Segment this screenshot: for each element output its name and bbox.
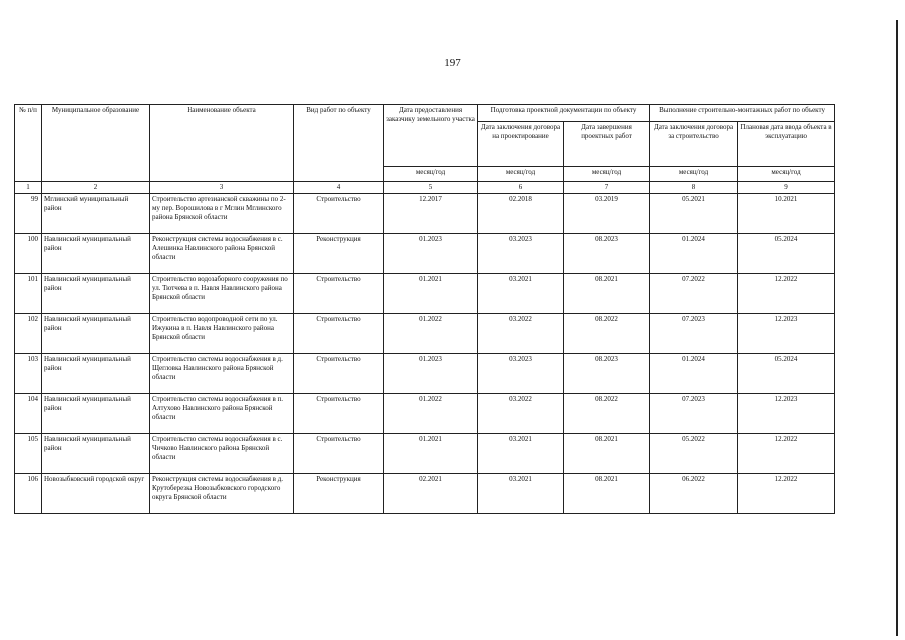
build-contract-cell: 01.2024 xyxy=(650,234,738,274)
municipality-cell: Навлинский муниципальный район xyxy=(42,434,150,474)
row-number: 101 xyxy=(15,274,42,314)
design-contract-cell: 03.2022 xyxy=(478,394,564,434)
design-contract-cell: 03.2023 xyxy=(478,354,564,394)
commission-cell: 05.2024 xyxy=(738,234,835,274)
header-row xyxy=(15,105,835,122)
commission-cell: 12.2023 xyxy=(738,314,835,354)
column-number-row xyxy=(15,182,835,194)
table-row xyxy=(15,314,835,354)
row-number: 102 xyxy=(15,314,42,354)
header-number: № п/п xyxy=(15,105,42,182)
commission-cell: 10.2021 xyxy=(738,194,835,234)
land-date-cell: 01.2022 xyxy=(384,314,478,354)
object-cell: Строительство системы водоснабжения в д. Щегловка Навлинского района Брянской области xyxy=(150,354,294,394)
column-number: 3 xyxy=(150,182,294,194)
header-build-contract: Дата заключения договора за строительство xyxy=(650,122,738,167)
page-number: 197 xyxy=(444,57,461,69)
municipality-cell: Навлинский муниципальный район xyxy=(42,314,150,354)
build-contract-cell: 01.2024 xyxy=(650,354,738,394)
column-number: 7 xyxy=(564,182,650,194)
design-contract-cell: 03.2021 xyxy=(478,274,564,314)
object-cell: Реконструкция системы водоснабжения в д. Крутоберезка Новозыбковского городского округа Брянской области xyxy=(150,474,294,514)
land-date-cell: 02.2021 xyxy=(384,474,478,514)
municipality-cell: Навлинский муниципальный район xyxy=(42,394,150,434)
column-number: 9 xyxy=(738,182,835,194)
municipality-cell: Навлинский муниципальный район xyxy=(42,354,150,394)
design-end-cell: 08.2022 xyxy=(564,314,650,354)
commission-cell: 12.2022 xyxy=(738,474,835,514)
header-object: Наименование объекта xyxy=(150,105,294,182)
land-date-cell: 01.2023 xyxy=(384,354,478,394)
commission-cell: 12.2022 xyxy=(738,434,835,474)
design-end-cell: 08.2021 xyxy=(564,434,650,474)
land-date-cell: 01.2022 xyxy=(384,394,478,434)
table-row xyxy=(15,474,835,514)
work-type-cell: Строительство xyxy=(294,434,384,474)
objects-table xyxy=(14,104,835,514)
row-number: 103 xyxy=(15,354,42,394)
design-contract-cell: 03.2021 xyxy=(478,474,564,514)
work-type-cell: Строительство xyxy=(294,354,384,394)
header-construction-group: Выполнение строительно-монтажных работ по объекту xyxy=(650,105,835,122)
table-row xyxy=(15,354,835,394)
unit-cell: месяц/год xyxy=(478,167,564,182)
design-contract-cell: 03.2023 xyxy=(478,234,564,274)
column-number: 5 xyxy=(384,182,478,194)
work-type-cell: Строительство xyxy=(294,314,384,354)
design-end-cell: 03.2019 xyxy=(564,194,650,234)
build-contract-cell: 05.2021 xyxy=(650,194,738,234)
header-design-end: Дата завершения проектных работ xyxy=(564,122,650,167)
row-number: 99 xyxy=(15,194,42,234)
object-cell: Строительство системы водоснабжения в с. Чичково Навлинского района Брянской области xyxy=(150,434,294,474)
column-number: 1 xyxy=(15,182,42,194)
row-number: 106 xyxy=(15,474,42,514)
design-end-cell: 08.2022 xyxy=(564,394,650,434)
unit-cell: месяц/год xyxy=(738,167,835,182)
municipality-cell: Навлинский муниципальный район xyxy=(42,274,150,314)
build-contract-cell: 06.2022 xyxy=(650,474,738,514)
commission-cell: 12.2022 xyxy=(738,274,835,314)
table-row xyxy=(15,434,835,474)
table-row xyxy=(15,274,835,314)
column-number: 6 xyxy=(478,182,564,194)
design-contract-cell: 02.2018 xyxy=(478,194,564,234)
build-contract-cell: 07.2023 xyxy=(650,314,738,354)
design-end-cell: 08.2021 xyxy=(564,474,650,514)
row-number: 104 xyxy=(15,394,42,434)
header-land-date: Дата предоставления заказчику земельного участка xyxy=(384,105,478,167)
object-cell: Строительство водопроводной сети по ул. Ижукина в п. Навля Навлинского района Брянской области xyxy=(150,314,294,354)
work-type-cell: Реконструкция xyxy=(294,234,384,274)
unit-cell: месяц/год xyxy=(650,167,738,182)
land-date-cell: 01.2023 xyxy=(384,234,478,274)
header-municipality: Муниципальное образование xyxy=(42,105,150,182)
build-contract-cell: 07.2023 xyxy=(650,394,738,434)
design-contract-cell: 03.2022 xyxy=(478,314,564,354)
municipality-cell: Новозыбковский городской округ xyxy=(42,474,150,514)
row-number: 100 xyxy=(15,234,42,274)
design-end-cell: 08.2023 xyxy=(564,354,650,394)
object-cell: Строительство артезианской скважины по 2-му пер. Ворошилова в г Мглин Мглинского района Брянской области xyxy=(150,194,294,234)
unit-cell: месяц/год xyxy=(564,167,650,182)
unit-cell: месяц/год xyxy=(384,167,478,182)
work-type-cell: Реконструкция xyxy=(294,474,384,514)
land-date-cell: 01.2021 xyxy=(384,274,478,314)
header-design-group: Подготовка проектной документации по объекту xyxy=(478,105,650,122)
header-commission: Плановая дата ввода объекта в эксплуатацию xyxy=(738,122,835,167)
table-row xyxy=(15,394,835,434)
header-work-type: Вид работ по объекту xyxy=(294,105,384,182)
commission-cell: 05.2024 xyxy=(738,354,835,394)
table-row xyxy=(15,234,835,274)
column-number: 2 xyxy=(42,182,150,194)
land-date-cell: 01.2021 xyxy=(384,434,478,474)
page-edge-line xyxy=(896,20,898,636)
land-date-cell: 12.2017 xyxy=(384,194,478,234)
table-body xyxy=(15,194,835,514)
object-cell: Строительство водозаборного сооружения по ул. Тютчева в п. Навля Навлинского района Брянской области xyxy=(150,274,294,314)
design-end-cell: 08.2023 xyxy=(564,234,650,274)
table-row xyxy=(15,194,835,234)
object-cell: Реконструкция системы водоснабжения в с. Алешинка Навлинского района Брянской области xyxy=(150,234,294,274)
work-type-cell: Строительство xyxy=(294,394,384,434)
row-number: 105 xyxy=(15,434,42,474)
design-end-cell: 08.2021 xyxy=(564,274,650,314)
design-contract-cell: 03.2021 xyxy=(478,434,564,474)
municipality-cell: Мглинский муниципальный район xyxy=(42,194,150,234)
work-type-cell: Строительство xyxy=(294,274,384,314)
object-cell: Строительство системы водоснабжения в п. Алтухово Навлинского района Брянской области xyxy=(150,394,294,434)
build-contract-cell: 05.2022 xyxy=(650,434,738,474)
column-number: 8 xyxy=(650,182,738,194)
build-contract-cell: 07.2022 xyxy=(650,274,738,314)
column-number: 4 xyxy=(294,182,384,194)
commission-cell: 12.2023 xyxy=(738,394,835,434)
work-type-cell: Строительство xyxy=(294,194,384,234)
municipality-cell: Навлинский муниципальный район xyxy=(42,234,150,274)
header-design-contract: Дата заключения договора на проектирование xyxy=(478,122,564,167)
